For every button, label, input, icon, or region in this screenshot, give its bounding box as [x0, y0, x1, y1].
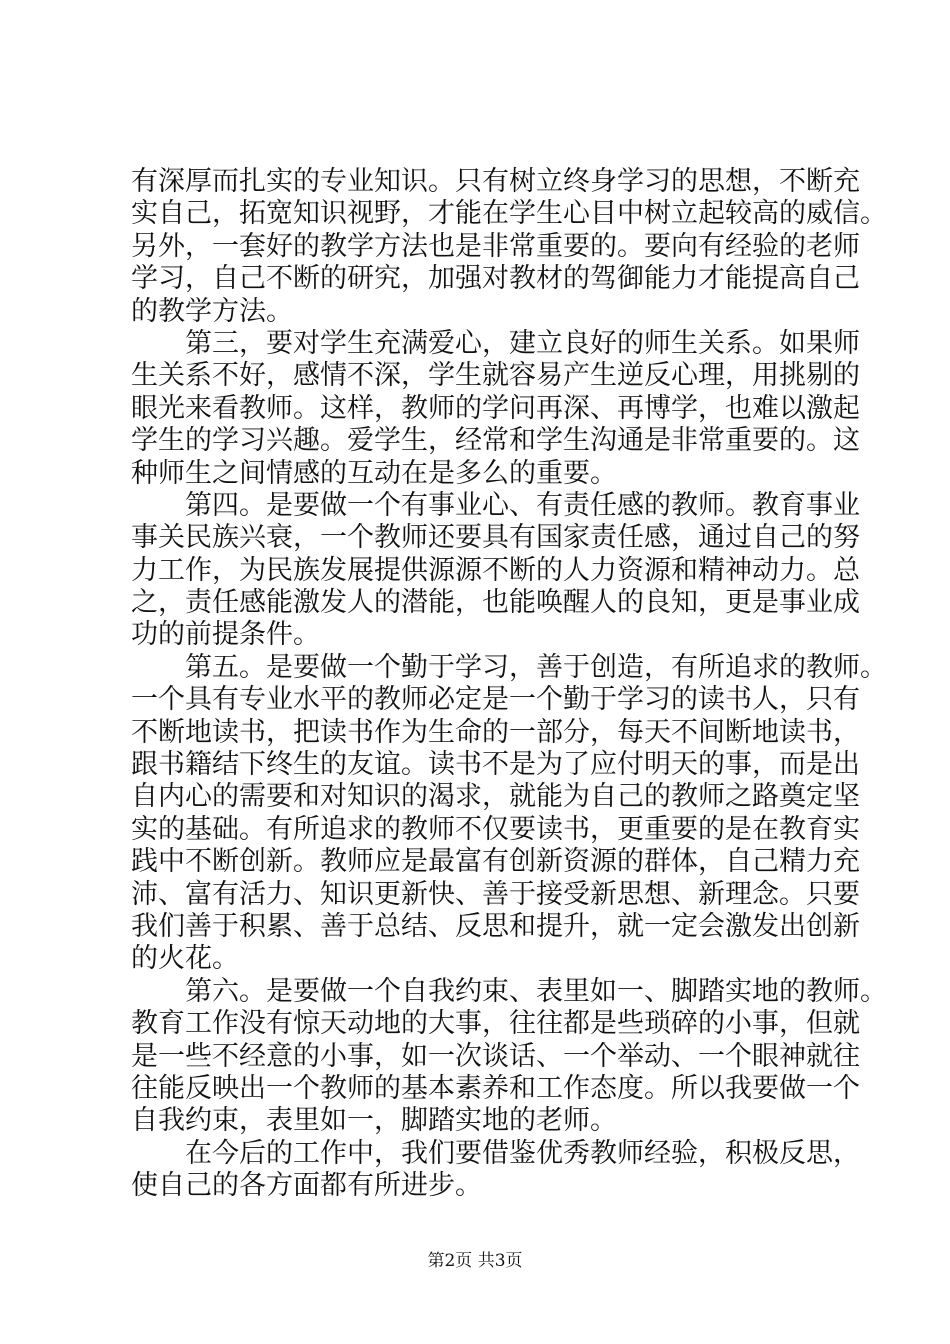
- text-line: 实的基础。有所追求的教师不仅要读书，更重要的是在教育实: [131, 813, 860, 845]
- text-line: 眼光来看教师。这样，教师的学问再深、再博学，也难以激起: [131, 392, 860, 424]
- text-line: 是一些不经意的小事，如一次谈话、一个举动、一个眼神就往: [131, 1040, 860, 1072]
- text-line: 学习，自己不断的研究，加强对教材的驾御能力才能提高自己: [131, 263, 860, 295]
- text-line: 自内心的需要和对知识的渴求，就能为自己的教师之路奠定坚: [131, 781, 860, 813]
- text-line: 我们善于积累、善于总结、反思和提升，就一定会激发出创新: [131, 910, 860, 942]
- text-line: 种师生之间情感的互动在是多么的重要。: [131, 457, 617, 489]
- text-line: 沛、富有活力、知识更新快、善于接受新思想、新理念。只要: [131, 878, 860, 910]
- text-line: 的教学方法。: [131, 295, 293, 327]
- text-line: 功的前提条件。: [131, 619, 320, 651]
- text-line: 生关系不好，感情不深，学生就容易产生逆反心理，用挑剔的: [131, 360, 860, 392]
- text-line: 使自己的各方面都有所进步。: [131, 1170, 482, 1202]
- text-line: 第六。是要做一个自我约束、表里如一、脚踏实地的教师。: [185, 975, 887, 1007]
- page-footer: 第2页 共3页: [427, 1251, 523, 1271]
- text-line: 的火花。: [131, 943, 239, 975]
- text-line: 往能反映出一个教师的基本素养和工作态度。所以我要做一个: [131, 1072, 860, 1104]
- text-line: 跟书籍结下终生的友谊。读书不是为了应付明天的事，而是出: [131, 749, 860, 781]
- text-line: 教育工作没有惊天动地的大事，往往都是些琐碎的小事，但就: [131, 1008, 860, 1040]
- text-line: 第三，要对学生充满爱心，建立良好的师生关系。如果师: [185, 327, 860, 359]
- text-line: 事关民族兴衰，一个教师还要具有国家责任感，通过自己的努: [131, 522, 860, 554]
- text-line: 自我约束，表里如一，脚踏实地的老师。: [131, 1105, 617, 1137]
- text-line: 学生的学习兴趣。爱学生，经常和学生沟通是非常重要的。这: [131, 425, 860, 457]
- text-line: 另外，一套好的教学方法也是非常重要的。要向有经验的老师: [131, 230, 860, 262]
- document-body: [131, 166, 887, 1203]
- text-line: 在今后的工作中，我们要借鉴优秀教师经验，积极反思，: [185, 1137, 860, 1169]
- text-line: 第五。是要做一个勤于学习，善于创造，有所追求的教师。: [185, 651, 887, 683]
- text-line: 实自己，拓宽知识视野，才能在学生心目中树立起较高的威信。: [131, 198, 887, 230]
- text-line: 践中不断创新。教师应是最富有创新资源的群体，自己精力充: [131, 846, 860, 878]
- text-line: 一个具有专业水平的教师必定是一个勤于学习的读书人，只有: [131, 684, 860, 716]
- text-line: 有深厚而扎实的专业知识。只有树立终身学习的思想，不断充: [131, 166, 860, 197]
- text-line: 第四。是要做一个有事业心、有责任感的教师。教育事业: [185, 489, 860, 521]
- text-line: 力工作，为民族发展提供源源不断的人力资源和精神动力。总: [131, 554, 860, 586]
- text-line: 不断地读书，把读书作为生命的一部分，每天不间断地读书，: [131, 716, 860, 748]
- text-line: 之，责任感能激发人的潜能，也能唤醒人的良知，更是事业成: [131, 587, 860, 619]
